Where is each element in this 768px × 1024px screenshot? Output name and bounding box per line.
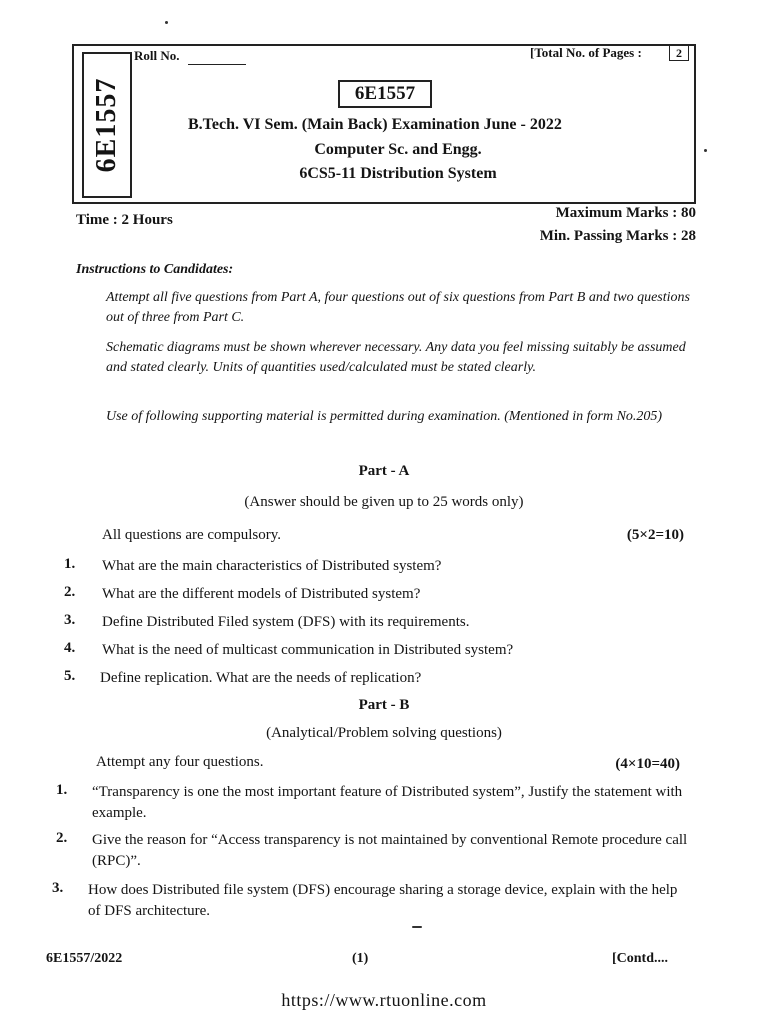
part-a-marks: (5×2=10): [626, 527, 684, 543]
branch-name: Computer Sc. and Engg.: [314, 141, 482, 158]
question-text: What are the main characteristics of Distributed system?: [102, 558, 442, 574]
total-pages-value: 2: [669, 45, 689, 61]
scan-speck: [704, 149, 707, 152]
scan-speck: [412, 926, 422, 928]
question-text: What are the different models of Distributed system?: [102, 586, 421, 602]
roll-no-line: [188, 64, 246, 65]
instruction-item: Schematic diagrams must be shown wherever necessary. Any data you feel missing suitably be assumed and stated clearly. Units of quantities used/calculated must be stated clearly.: [106, 340, 686, 375]
time-allowed: Time : 2 Hours: [76, 212, 173, 228]
scan-speck: [165, 21, 168, 24]
question-number: 3.: [64, 612, 76, 628]
footer-url: https://www.rtuonline.com: [281, 990, 487, 1010]
instruction-item: Use of following supporting material is permitted during examination. (Mentioned in form No.205): [106, 409, 663, 424]
question-text: Define Distributed Filed system (DFS) with its requirements.: [102, 614, 470, 630]
part-a-subheading: (Answer should be given up to 25 words only): [244, 494, 524, 510]
question-number: 2.: [56, 830, 68, 846]
footer-page-number: (1): [352, 951, 369, 966]
instructions-title: Instructions to Candidates:: [76, 262, 234, 277]
part-b-directive: Attempt any four questions.: [96, 754, 264, 770]
question-text: Give the reason for “Access transparency is not maintained by conventional Remote procedure call (RPC)”.: [92, 832, 688, 869]
part-a-directive: All questions are compulsory.: [102, 527, 281, 543]
question-number: 1.: [56, 782, 68, 798]
question-text: “Transparency is one the most important feature of Distributed system”, Justify the statement with example.: [92, 784, 683, 821]
roll-no-label: Roll No.: [134, 48, 180, 63]
footer-paper-code: 6E1557/2022: [46, 951, 123, 966]
instruction-item: Attempt all five questions from Part A, four questions out of six questions from Part B and two questions out of three from Part C.: [106, 290, 690, 325]
question-number: 4.: [64, 640, 76, 656]
exam-title: B.Tech. VI Sem. (Main Back) Examination June - 2022: [188, 116, 562, 133]
maximum-marks: Maximum Marks : 80: [555, 205, 696, 221]
question-number: 2.: [64, 584, 76, 600]
question-number: 1.: [64, 556, 76, 572]
question-text: What is the need of multicast communication in Distributed system?: [102, 642, 514, 658]
part-b-marks: (4×10=40): [615, 756, 680, 772]
min-passing-marks: Min. Passing Marks : 28: [539, 228, 696, 244]
question-text: Define replication. What are the needs of replication?: [100, 670, 422, 686]
total-pages-label: [Total No. of Pages :: [530, 45, 642, 60]
question-text: How does Distributed file system (DFS) encourage sharing a storage device, explain with the help of DFS architecture.: [88, 882, 678, 919]
subject-name: 6CS5-11 Distribution System: [299, 165, 497, 182]
part-a-heading: Part - A: [358, 463, 410, 479]
paper-code: 6E1557: [338, 80, 432, 108]
question-number: 5.: [64, 668, 76, 684]
part-b-subheading: (Analytical/Problem solving questions): [266, 725, 502, 741]
question-number: 3.: [52, 880, 64, 896]
footer-continued: [Contd....: [612, 951, 669, 966]
part-b-heading: Part - B: [358, 697, 410, 713]
paper-code-vertical: 6E1557: [91, 77, 122, 173]
